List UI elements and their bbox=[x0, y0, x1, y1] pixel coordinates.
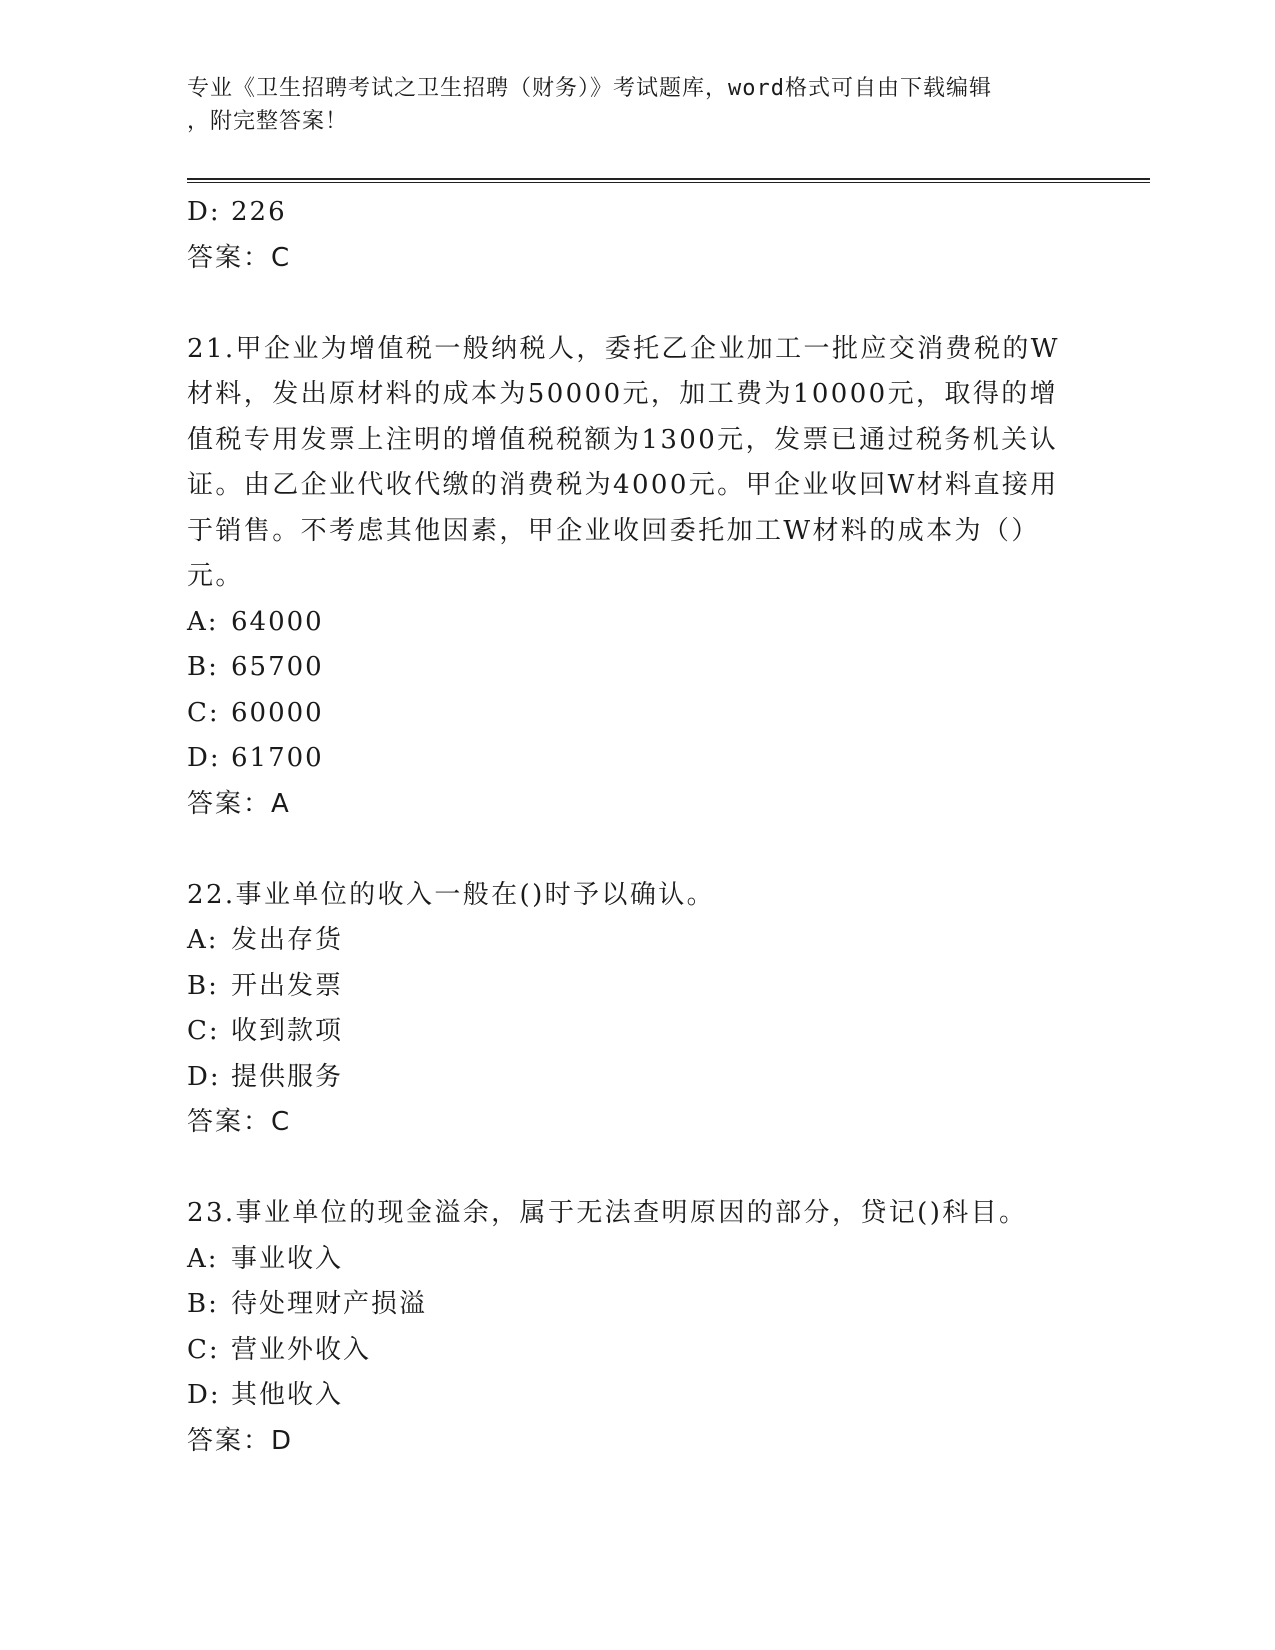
answer-line: 答案：D bbox=[187, 1425, 294, 1456]
question-text-line: 23.事业单位的现金溢余，属于无法查明原因的部分，贷记()科目。 bbox=[187, 1198, 1028, 1228]
spacer bbox=[187, 1146, 1087, 1192]
option-text: 事业收入 bbox=[231, 1243, 344, 1274]
answer-line: 答案：A bbox=[187, 788, 291, 819]
question-text-line: 值税专用发票上注明的增值税税额为1300元，发票已通过税务机关认 bbox=[187, 424, 1058, 455]
question-text-line: 于销售。不考虑其他因素，甲企业收回委托加工W材料的成本为（） bbox=[187, 515, 1040, 546]
option-b bbox=[187, 645, 1087, 691]
header-divider bbox=[187, 178, 1150, 183]
option-b bbox=[187, 964, 1087, 1010]
option-c bbox=[187, 1328, 1087, 1374]
option-label: D: bbox=[187, 197, 221, 227]
option-label: D: bbox=[187, 743, 221, 773]
question-text-line: 元。 bbox=[187, 561, 244, 591]
option-c bbox=[187, 1009, 1087, 1055]
option-label: C: bbox=[187, 1334, 220, 1365]
option-text: 其他收入 bbox=[231, 1380, 344, 1410]
spacer bbox=[187, 281, 1087, 327]
header-line-1: 专业《卫生招聘考试之卫生招聘（财务）》考试题库，word格式可自由下载编辑 bbox=[187, 76, 992, 101]
answer-line: 答案：C bbox=[187, 1107, 292, 1137]
option-label: B: bbox=[187, 970, 219, 1001]
option-text: 开出发票 bbox=[231, 970, 344, 1001]
option-b bbox=[187, 1282, 1087, 1328]
question-content bbox=[187, 190, 1087, 1464]
option-label: B: bbox=[187, 1289, 219, 1319]
answer-line: 答案：C bbox=[187, 242, 292, 273]
option-text: 收到款项 bbox=[231, 1016, 344, 1046]
option-a bbox=[187, 600, 1087, 646]
option-label: D: bbox=[187, 1380, 221, 1410]
spacer bbox=[187, 827, 1087, 873]
question-text-line: 22.事业单位的收入一般在()时予以确认。 bbox=[187, 879, 716, 910]
option-a bbox=[187, 1237, 1087, 1283]
option-text: 60000 bbox=[231, 697, 324, 728]
document-header bbox=[187, 72, 1087, 138]
question-text-line: 证。由乙企业代收代缴的消费税为4000元。甲企业收回W材料直接用 bbox=[187, 470, 1059, 500]
option-label: A: bbox=[187, 606, 219, 637]
option-d bbox=[187, 190, 1087, 236]
option-text: 64000 bbox=[231, 606, 324, 637]
option-text: 待处理财产损溢 bbox=[231, 1289, 428, 1319]
option-d bbox=[187, 1373, 1087, 1419]
header-line-2: ，附完整答案！ bbox=[187, 109, 349, 134]
question-text-line: 材料，发出原材料的成本为50000元，加工费为10000元，取得的增 bbox=[187, 379, 1059, 409]
option-d bbox=[187, 1055, 1087, 1101]
question-21 bbox=[187, 327, 1087, 828]
option-label: C: bbox=[187, 1016, 220, 1046]
question-text-line: 21.甲企业为增值税一般纳税人，委托乙企业加工一批应交消费税的W bbox=[187, 333, 1060, 364]
option-label: A: bbox=[187, 925, 219, 955]
question-22 bbox=[187, 873, 1087, 1146]
option-label: A: bbox=[187, 1243, 219, 1274]
question-23 bbox=[187, 1191, 1087, 1464]
option-c bbox=[187, 691, 1087, 737]
option-text: 226 bbox=[231, 197, 287, 227]
option-a bbox=[187, 918, 1087, 964]
option-text: 提供服务 bbox=[231, 1061, 344, 1092]
option-label: D: bbox=[187, 1061, 221, 1092]
option-label: B: bbox=[187, 652, 219, 682]
option-text: 发出存货 bbox=[231, 925, 344, 955]
option-text: 营业外收入 bbox=[231, 1334, 372, 1365]
option-text: 65700 bbox=[231, 652, 324, 682]
option-label: C: bbox=[187, 697, 220, 728]
option-d bbox=[187, 736, 1087, 782]
option-text: 61700 bbox=[231, 743, 324, 773]
